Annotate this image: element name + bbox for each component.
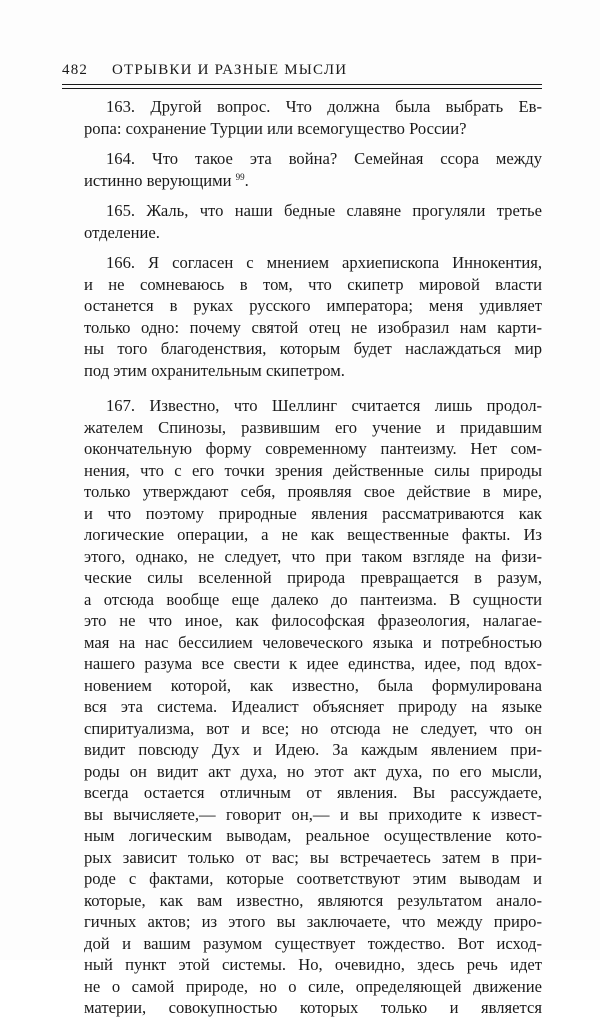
text-line: ным логическим выводам, реальное осуществление кото-	[84, 826, 542, 845]
text-line: нашего разума все свести к идее единства, идее, под вдох-	[84, 654, 542, 673]
text-line: этого, однако, не следует, что при таком взгляде на физи-	[84, 546, 542, 566]
text-line: видит повсюду Дух и Идею. За каждым явлением при-	[84, 740, 542, 759]
text-line: только утверждают себя, проявляя свое действие в мире,	[84, 482, 542, 501]
text-line: жателем Спинозы, развившим его учение и придавшим	[84, 417, 542, 437]
text-line: роды он видит акт духа, но этот акт духа, по его мысли,	[84, 761, 542, 781]
page-number: 482	[62, 62, 89, 78]
text-line: ный пункт этой системы. Но, очевидно, здесь речь идет	[84, 955, 542, 974]
text-line: вы вычисляете,— говорит он,— и вы приходите к извест-	[84, 804, 542, 824]
text-line: рых зависит только от вас; вы встречаетесь затем в при-	[84, 847, 542, 867]
text-line: отделение.	[84, 222, 160, 242]
text-line: новением которой, как известно, была формулирована	[84, 675, 542, 695]
text-line: 165. Жаль, что наши бедные славяне прогуляли третье	[106, 201, 542, 220]
text-line: ропа: сохранение Турции или всемогущество России?	[84, 118, 467, 138]
paragraph-167	[62, 395, 542, 1019]
text-line: материи, совокупностью которых только и является	[84, 998, 542, 1017]
text-line: которые, как вам известно, являются результатом анало-	[84, 890, 542, 910]
text-line: спиритуализма, вот и все; но отсюда не следует, что он	[84, 718, 542, 738]
text-line: логические операции, а не как вещественные факты. Из	[84, 525, 542, 544]
text-line: ческие силы вселенной природа превращается в разум,	[84, 568, 542, 587]
text-line: 163. Другой вопрос. Что должна была выбрать Ев-	[106, 97, 542, 116]
text-line: 164. Что такое эта война? Семейная ссора между	[106, 149, 542, 168]
text-line: нения, что с его точки зрения действенные силы природы	[84, 460, 542, 480]
text-line: вся эта система. Идеалист объясняет природу на языке	[84, 697, 542, 716]
text-line: мая на нас бессилием человеческого языка и потребностью	[84, 632, 542, 652]
text-line: всегда остается отличным от явления. Вы рассуждаете,	[84, 783, 542, 802]
text-line: и не сомневаюсь в том, что скипетр мировой власти	[84, 274, 542, 294]
text-line: не о самой природе, но о силе, определяющей движение	[84, 976, 542, 996]
text-line: гичных актов; из этого вы заключаете, что между приро-	[84, 912, 542, 931]
text-fragment: истинно верующими	[84, 170, 232, 190]
paragraph-163	[62, 96, 542, 139]
text-line: и что поэтому природные явления рассматриваются как	[84, 503, 542, 523]
footnote-marker: 99	[235, 171, 245, 182]
text-line: только одно: почему святой отец не изобразил нам карти-	[84, 317, 542, 337]
text-line: под этим охранительным скипетром.	[84, 360, 345, 380]
text-line: окончательную форму современному пантеизму. Нет сом-	[84, 439, 542, 458]
body-text	[62, 96, 542, 1019]
punctuation: .	[244, 170, 249, 190]
running-title: ОТРЫВКИ И РАЗНЫЕ МЫСЛИ	[112, 62, 348, 78]
header-rule	[62, 84, 542, 89]
text-line: роде с фактами, которые соответствуют этим выводам и	[84, 869, 542, 888]
paragraph-165	[62, 200, 542, 243]
text-line: это не что иное, как философская фразеология, налагае-	[84, 611, 542, 630]
text-line: дой и вашим разумом существует тождество. Вот исход-	[84, 933, 542, 953]
text-line: ны того благоденствия, которым будет наслаждаться мир	[84, 339, 542, 358]
paragraph-166	[62, 252, 542, 381]
paragraph-164	[62, 148, 542, 191]
text-line: 166. Я согласен с мнением архиепископа Иннокентия,	[106, 253, 542, 272]
page-header	[62, 62, 542, 84]
text-line: а отсюда вообще еще далеко до пантеизма. В сущности	[84, 589, 542, 609]
text-line	[62, 170, 542, 192]
text-line: останется в руках русского императора; меня удивляет	[84, 296, 542, 315]
text-line: 167. Известно, что Шеллинг считается лишь продол-	[106, 396, 542, 415]
